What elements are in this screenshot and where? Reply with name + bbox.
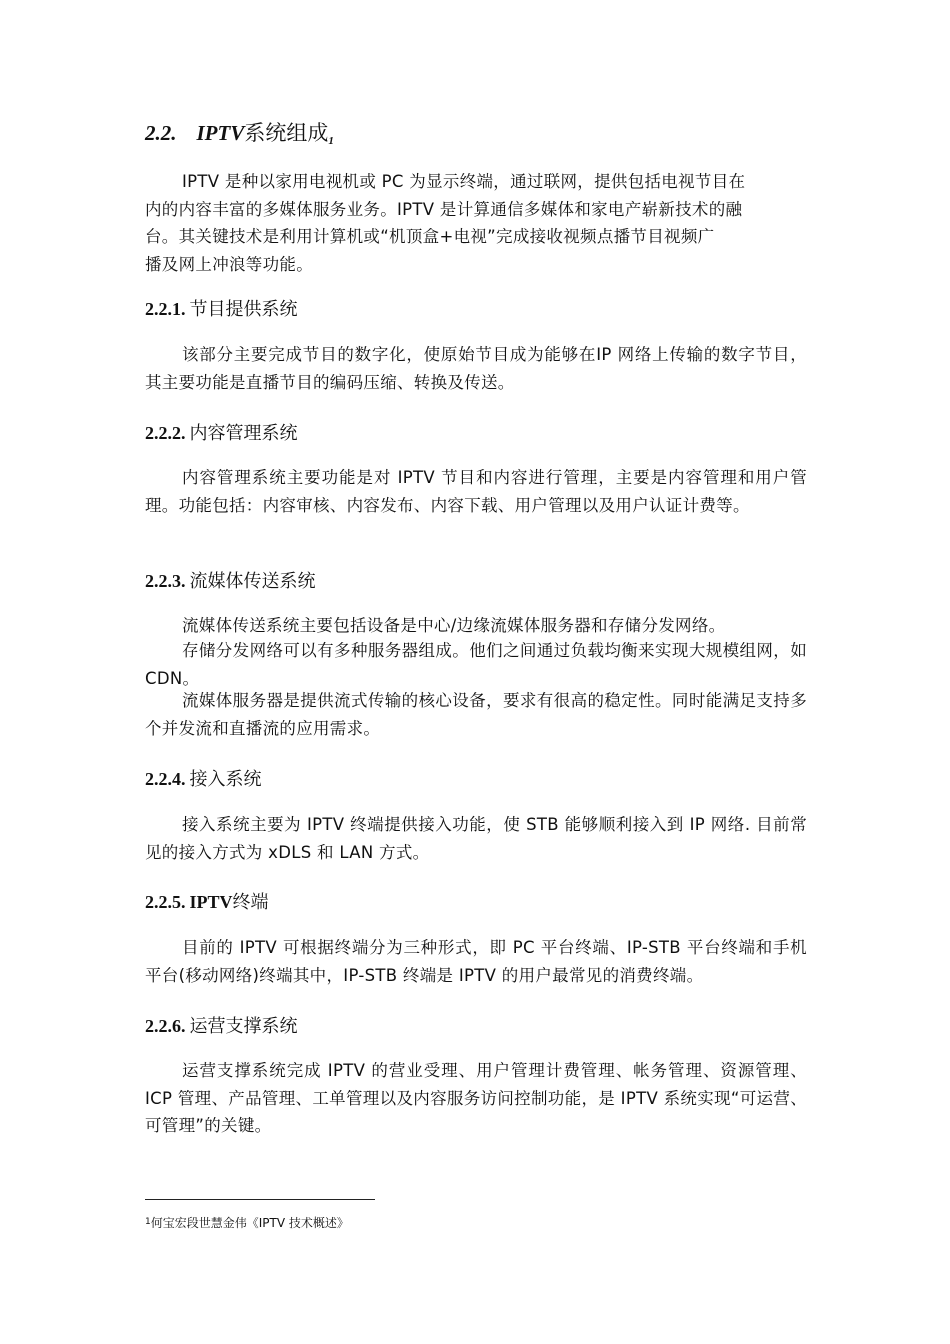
subsection-title: 运营支撑系统 — [189, 1016, 298, 1037]
section-title-zh: 系统组成 — [244, 121, 329, 145]
subsection-heading-2-2-5 — [145, 888, 269, 917]
paragraph-2-2-5: 目前的 IPTV 可根据终端分为三种形式，即 PC 平台终端、IP-STB 平台终端和手机平台(移动网络)终端其中，IP-STB 终端是 IPTV 的用户最常见的消费终端。 — [145, 938, 807, 985]
subsection-heading-2-2-4 — [145, 765, 262, 794]
footnote-reference[interactable]: 1 — [328, 135, 334, 147]
subsection-heading-2-2-1 — [145, 295, 298, 324]
subsection-number: 2.2.4. — [145, 769, 186, 789]
intro-line: 播及网上冲浪等功能。 — [145, 254, 313, 274]
intro-line: 内的内容丰富的多媒体服务业务。IPTV 是计算通信多媒体和家电产崭新技术的融 — [145, 199, 743, 219]
subsection-title: 流媒体传送系统 — [189, 571, 316, 592]
subsection-title: 接入系统 — [189, 769, 262, 790]
footnote-mark: 1 — [145, 1217, 151, 1227]
footnote-divider — [145, 1199, 375, 1200]
subsection-number: 2.2.3. — [145, 571, 186, 591]
subsection-number: 2.2.2. — [145, 423, 186, 443]
intro-line: 台。其关键技术是利用计算机或“机顶盒+电视”完成接收视频点播节目视频广 — [145, 227, 715, 246]
paragraph-2-2-4: 接入系统主要为 IPTV 终端提供接入功能，使 STB 能够顺利接入到 IP 网络. 目前常见的接入方式为 xDLS 和 LAN 方式。 — [145, 815, 807, 862]
intro-line: IPTV 是种以家用电视机或 PC 为显示终端，通过联网，提供包括电视节目在 — [182, 172, 746, 191]
subsection-heading-2-2-6 — [145, 1012, 298, 1041]
paragraph-2-2-6: 运营支撑系统完成 IPTV 的营业受理、用户管理计费管理、帐务管理、资源管理、ICP 管理、产品管理、工单管理以及内容服务访问控制功能，是 IPTV 系统实现“可运营、可管理”的关键。 — [145, 1061, 807, 1135]
intro-paragraph — [145, 168, 807, 278]
subsection-number: 2.2.1. — [145, 299, 186, 319]
footnote-text: 何宝宏段世慧金伟《IPTV 技术概述》 — [150, 1216, 349, 1230]
paragraph-2-2-3-a: 流媒体传送系统主要包括设备是中心/边缘流媒体服务器和存储分发网络。 — [182, 616, 726, 635]
paragraph-2-2-3-b: 存储分发网络可以有多种服务器组成。他们之间通过负载均衡来实现大规模组网，如 CDN。 — [145, 641, 807, 688]
subsection-number: 2.2.6. — [145, 1016, 186, 1036]
subsection-title: 节目提供系统 — [189, 299, 298, 320]
subsection-title: 终端 — [232, 892, 269, 913]
subsection-title: 内容管理系统 — [189, 423, 298, 444]
subsection-heading-2-2-2 — [145, 419, 298, 448]
subsection-title-en: IPTV — [189, 892, 233, 912]
paragraph-2-2-1: 该部分主要完成节目的数字化，使原始节目成为能够在IP 网络上传输的数字节目，其主要功能是直播节目的编码压缩、转换及传送。 — [145, 345, 807, 392]
paragraph-2-2-2: 内容管理系统主要功能是对 IPTV 节目和内容进行管理，主要是内容管理和用户管理。功能包括：内容审核、内容发布、内容下载、用户管理以及用户认证计费等。 — [145, 468, 807, 515]
subsection-number: 2.2.5. — [145, 892, 186, 912]
footnote — [145, 1213, 349, 1232]
subsection-heading-2-2-3 — [145, 567, 316, 596]
paragraph-2-2-3-c: 流媒体服务器是提供流式传输的核心设备，要求有很高的稳定性。同时能满足支持多个并发流和直播流的应用需求。 — [145, 691, 807, 738]
section-number: 2.2. — [145, 121, 177, 145]
section-title-en: IPTV — [196, 121, 245, 145]
section-heading — [145, 118, 334, 156]
